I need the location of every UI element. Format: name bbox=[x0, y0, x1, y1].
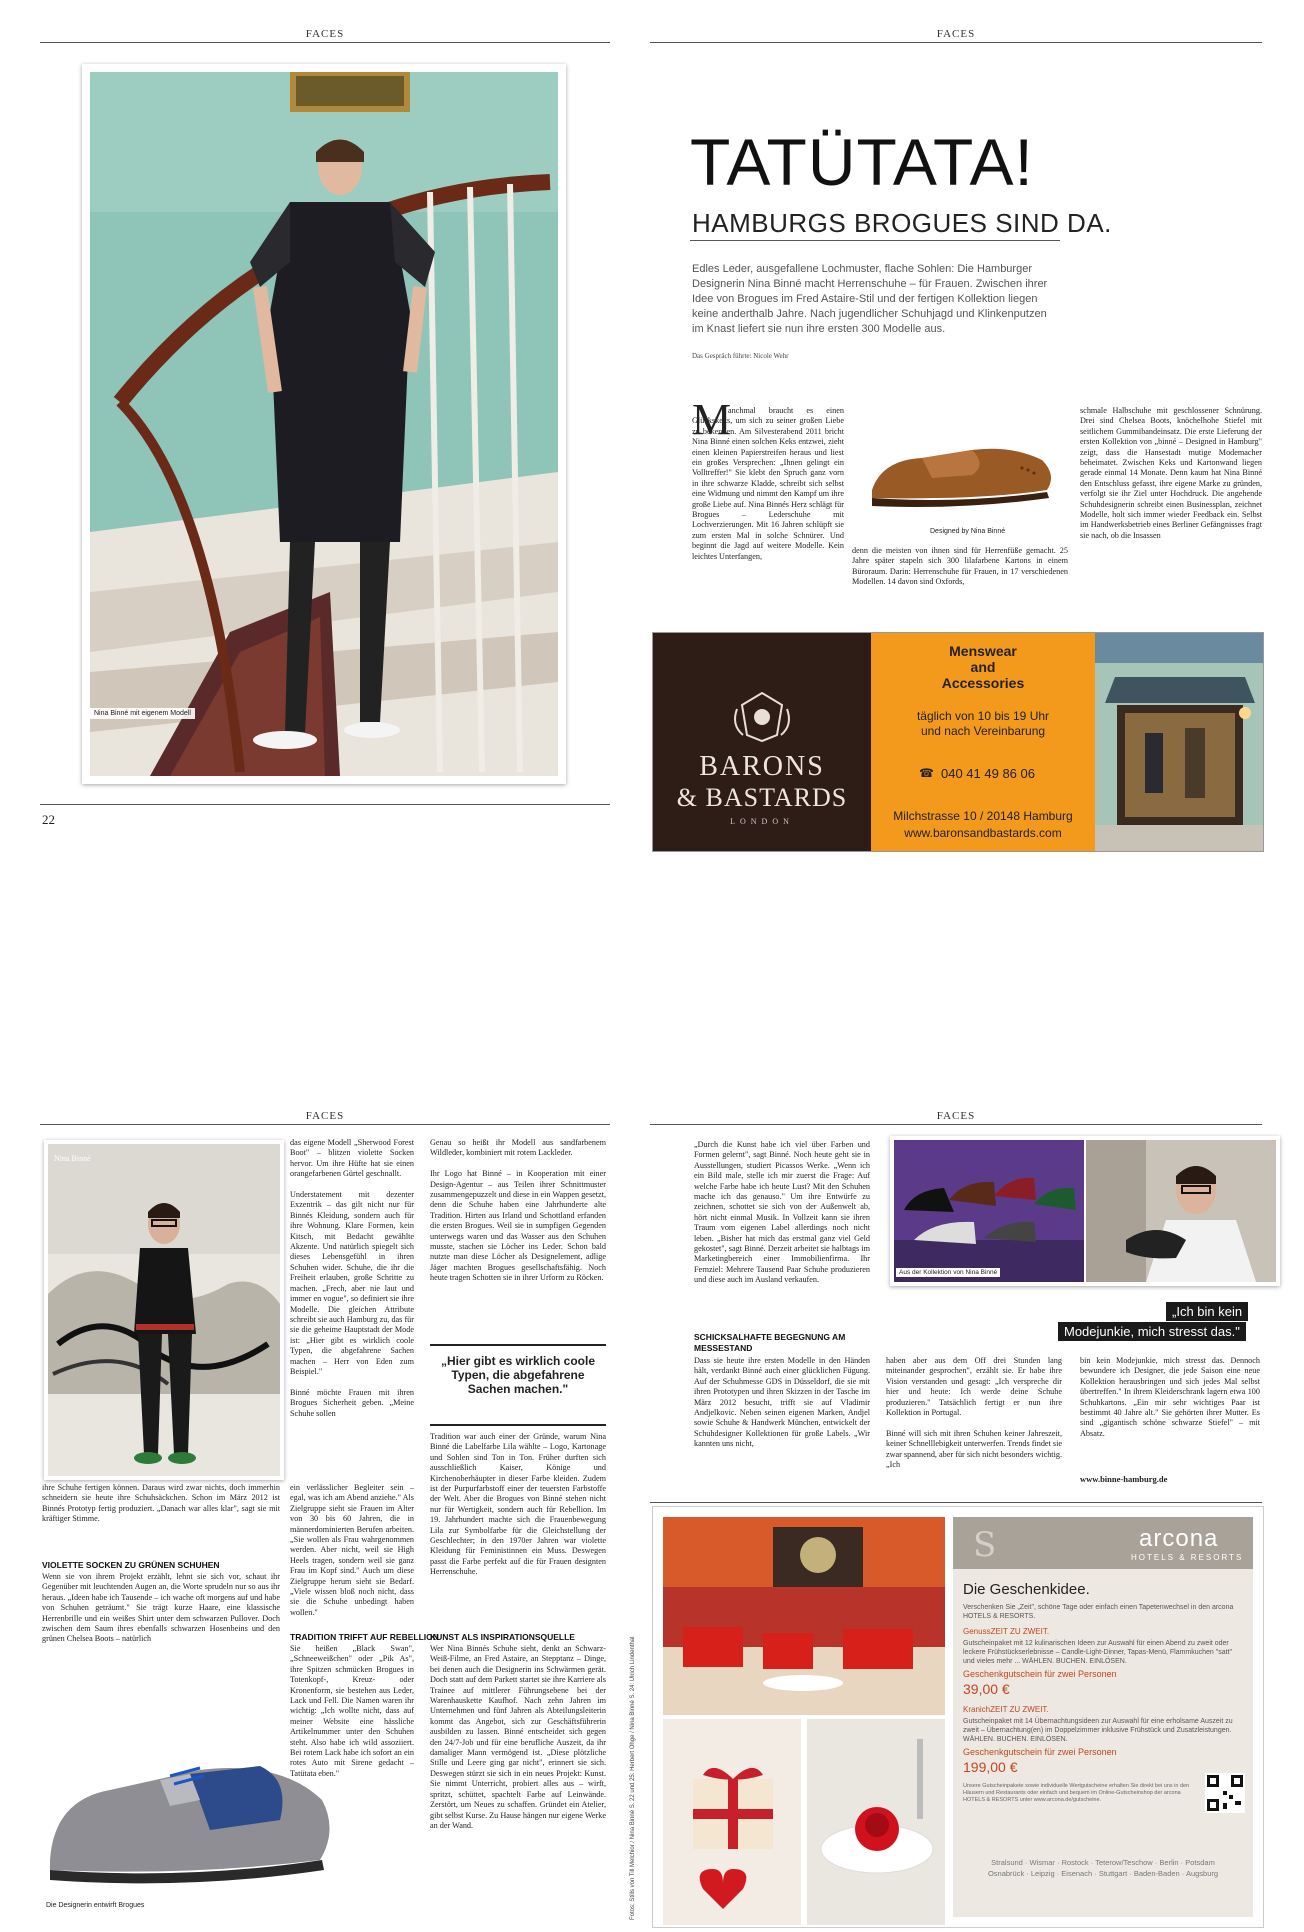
pull-quote-box bbox=[430, 1344, 606, 1426]
designer-portrait-photo-2 bbox=[1086, 1140, 1276, 1282]
arcona-brand-sub: HOTELS & RESORTS bbox=[1131, 1553, 1244, 1562]
dropcap: M bbox=[692, 395, 732, 444]
page1-photo-frame bbox=[82, 64, 566, 784]
storefront-photo bbox=[1095, 633, 1263, 851]
arcona-fine-print: Unsere Gutscheinpakete sowie individuelle Wertgutscheine erhalten Sie direkt bei uns in den Häusern und Restaurants oder einfach und bequem im Online-Gutscheinshop der arcona HOTELS & RESORTS unter www.arcona.de/gutscheine. bbox=[963, 1783, 1190, 1803]
page4-column-left: „Durch die Kunst habe ich viel über Farben und Formen gelernt", sagt Binné. Noch heute geht sie in Ausstellungen, studiert Picassos Werke. „Wenn ich ein Bild male, stelle ich mir zuerst die Frage: Auf welche Farbe habe ich heute Lust? Mit den Schuhen mache ich das genauso." Um ihre Entwürfe zu zeichnen, schottet sie sich von der Außenwelt ab, hört nicht einmal Musik. In Vollzeit kann sie ihren Traum vom eigenen Label allerdings noch nicht leben. „Bisher hat mich das erstmal ganz viel Geld gekostet", sagt Binné. Derzeit arbeitet sie halbtags im Marketingbereich einer Immobilienfirma. Ihr Fernziel: Mehrere Tausend Paar Schuhe produzieren und diese auch im Ausland verkaufen. bbox=[694, 1140, 873, 1285]
page4-quote-line1: „Ich bin kein bbox=[1166, 1302, 1248, 1321]
page3-header-rule bbox=[40, 1124, 610, 1125]
offer1-price: 39,00 € bbox=[963, 1681, 1010, 1697]
page3-column-2-mid: Tradition war auch einer der Gründe, warum Nina Binné die Labelfarbe Lila wählte – Logo, Kartonage und Sohlen sind Ton in Ton. Früher durften sich ausschließlich Kaiser, Könige und Kirchenoberhäupter in dieser Farbe kleiden. Zudem ist der Purpurfarbstoff einer der teuersten Farbstoffe der Welt. Aber die Brogues von Binné stehen nicht nur für Wertigkeit, sondern auch für Rebellion. Im 19. Jahrhundert machte sich die Frauenbewegung Lila zur Symbolfarbe für die Gleichstellung der Geschlechter; in den 1970er Jahren war violette Kleidung für Feministinnen ein Muss. Deswegen passt die Farbe perfekt auf die für Frauen designten Herrenschuhe. bbox=[430, 1432, 609, 1577]
page3-column-1-top: das eigene Modell „Sherwood Forest Boot" – blitzen violette Socken hervor. Um ihre Hüfte hat sie einen orangefarbenen Gürtel geschnallt. Understatement mit dezenter Exzentrik – das gilt nicht nur für Binnés Kleidung, sondern auch für ihre Wohnung. Klare Formen, kein Kitsch, mit Bedacht gewählte Akzente. Und natürlich spiegelt sich dieses Lebensgefühl in ihren Schuhen wider. Schuhe, die ihr die Freiheit erlauben, große Schritte zu machen. „Frech, aber nie laut und immer en vogue", so definiert sie ihre Modelle. Die gleichen Attribute schreibt sie auch Hamburg zu, das für sie die geheime Hauptstadt der Mode ist: „Hier gibt es wirklich coole Typen, die abgefahrene Sachen machen – Herr von Eden zum Beispiel." Binné möchte Frauen mit ihren Brogues Sicherheit geben. „Meine Schuhe sollen bbox=[290, 1138, 414, 1418]
brogue-shoe-image bbox=[862, 420, 1062, 520]
page2-column-3: schmale Halbschuhe mit geschlossener Schnürung. Drei sind Chelsea Boots, knöchelhohe Stiefel mit seitlichem Gummibandeinsatz. Die erste Lieferung der ersten Kollektion von „binné – Designed in Hamburg" zeigt, dass die Hansestadt mutige Modemacher beheimatet. Zwischen Keks und Kartonwand liegen gerade einmal 14 Monate. Denn kaum hat Nina Binné den Entschluss gefasst, ihre eigene Marke zu gründen, verfolgt sie ihr Ziel unter Hochdruck. Die angehende Schuhdesignerin schreibt einen Businessplan, zeichnet Modelle, holt sich immer wieder Feedback ein. Selbst im Handwerksbetrieb eines Berliner Gefängnisses fragt sie nach, ob die Insassen bbox=[1080, 406, 1265, 540]
page1-footer-rule bbox=[40, 804, 610, 805]
offer1-text: Gutscheinpaket mit 12 kulinarischen Ideen zur Auswahl für einen Abend zu zweit oder leckere Frühstückserlebnisse – Candle-Light-Dinner, Tapas-Menü, Flammkuchen "satt" und vieles mehr ... WÄHLEN. BUCHEN. EINLÖSEN. bbox=[963, 1640, 1233, 1665]
page4-photo-frame bbox=[890, 1136, 1280, 1286]
offer2-label: Geschenkgutschein für zwei Personen bbox=[963, 1747, 1117, 1757]
page2-header: FACES bbox=[936, 28, 976, 40]
arcona-brand: arcona bbox=[1139, 1525, 1219, 1552]
qr-code-icon[interactable] bbox=[1205, 1773, 1245, 1813]
ad-website[interactable]: www.baronsandbastards.com bbox=[904, 826, 1062, 840]
offer1-title: GenussZEIT ZU ZWEIT. bbox=[963, 1627, 1050, 1636]
article-title: TATÜTATA! bbox=[690, 125, 1034, 199]
subheading-messestand: SCHICKSALHAFTE BEGEGNUNG AM MESSESTAND bbox=[694, 1332, 846, 1353]
ad-brand-line2: & BASTARDS bbox=[676, 783, 848, 812]
arcona-intro: Verschenken Sie „Zeit", schöne Tage oder einfach einen Tapetenwechsel in den arcona HOTELS & RESORTS. bbox=[963, 1604, 1234, 1620]
page3-column-0: ihre Schuhe fertigen können. Daraus wird zwar nichts, doch immerhin schneidern sie heute ihre Schuhsäckchen. Schon im März 2012 ist Binnés Prototyp fertig produziert. „Danach war alles klar", sagt sie mit kräftiger Stimme. bbox=[42, 1483, 283, 1524]
page4-photo1-caption: Aus der Kollektion von Nina Binné bbox=[896, 1268, 1000, 1277]
arcona-cities: Stralsund · Wismar · Rostock · Teterow/Teschow · Berlin · Potsdam Osnabrück · Leipzig · Eisenach · Stuttgart · Baden-Baden · Augsburg bbox=[987, 1858, 1219, 1878]
subheading-kunst: KUNST ALS INSPIRATIONSQUELLE bbox=[430, 1632, 575, 1642]
page3-column-1c: Sie heißen „Black Swan", „Schneeweißchen" oder „Pik As", ihre Spitzen schmücken Brogues in Totenkopf-, Kreuz- oder Kronenform, sie bestehen aus Leder, Lack und Fell. Die Namen waren ihr wichtig: „Ich wollte nicht, dass auf meiner Website eine hässliche Artikelnummer unter den Schuhen steht. Also habe ich wild assoziiert. Bei rotem Lack habe ich sofort an ein rotes Auto mit Sirene gedacht – Tatütata eben." bbox=[290, 1644, 417, 1778]
page3-column-1-bottom: ein verlässlicher Begleiter sein – egal, was ich am Abend anziehe." Als Zielgruppe sieht sie Frauen im Alter von 30 bis 60 Jahren, die in männerdominierten Berufen arbeiten. „Sie wollen als Frau wahrgenommen werden. Aber nicht, weil sie High Heels tragen, sondern weil sie ganz Frau im Kopf sind." Auch um diese Zielgruppe herum sieht sie Bedarf. „Viele wissen bloß noch nicht, dass sie die Schuhe unbedingt haben wollen." bbox=[290, 1483, 417, 1617]
page4-header-rule bbox=[650, 1124, 1262, 1125]
page4-column-left2: Dass sie heute ihre ersten Modelle in den Händen hält, verdankt Binné auch einer glücklichen Fügung. Auf der Schuhmesse GDS in Düsseldorf, die sie mit ihren Prototypen und ihren Skizzen in der Tasche im März 2012 besucht, trifft sie auf Vladimir Andjelkovic. Neben seinen eigenen Marken, Andjel sowie Schuhe & Handwerk München, entwickelt der Schuhdesigner Kollektionen für große Labels. „Wir kannten uns nicht, bbox=[694, 1356, 873, 1449]
pull-quote: „Hier gibt es wirklich coole Typen, die abgefahrene Sachen machen." bbox=[440, 1354, 596, 1396]
shoe-caption: Designed by Nina Binné bbox=[930, 528, 1006, 535]
page3-photo-frame bbox=[44, 1140, 284, 1480]
page-number: 22 bbox=[42, 812, 55, 827]
ad-address: Milchstrasse 10 / 20148 Hamburg bbox=[893, 809, 1073, 823]
arcona-panel bbox=[953, 1517, 1253, 1917]
designer-portrait-photo bbox=[90, 72, 558, 776]
arcona-title: Die Geschenkidee. bbox=[963, 1581, 1090, 1598]
page4-column-mid: haben aber aus dem Off drei Stunden lang miteinander gesprochen", erzählt sie. Er habe ihre Vision verstanden und gesagt: „Ich verspreche dir hier und heute: Ich werde deine Schuhe produzieren." Tatsächlich fertigt er nun ihre Kollektion in Portugal. Binné will sich mit ihren Schuhen keiner Jahreszeit, keiner Schnelllebigkeit unterwerfen. Trends findet sie zwar spannend, aber für sich nicht besonders wichtig. „Ich bbox=[886, 1356, 1062, 1470]
barons-bastards-ad[interactable] bbox=[652, 632, 1264, 852]
ad-phone[interactable]: 040 41 49 86 06 bbox=[941, 766, 1035, 781]
rose-dinner-photo bbox=[807, 1719, 945, 1925]
page2-header-rule bbox=[650, 42, 1262, 43]
page3-column-2-bottom: Wer Nina Binnés Schuhe sieht, denkt an Schwarz-Weiß-Filme, an Fred Astaire, an Stepptanz – Dinge, bei denen auch die Designerin ins Schwärmen gerät. Doch statt auf dem Parkett startet sie ihre Karriere als Trainee auf mittlerer Führungsebene bei der Warenhauskette Kaufhof. Nach zehn Jahren im Unternehmen und fünf Jahren als Abteilungsleiterin kommt das Angebot, sich zur Geschäftsführerin ausbilden zu lassen. Binné entscheidet sich gegen den 24/7-Job und für eine berufliche Auszeit, da ihr damaliger Mann vermögend ist. „Diese plötzliche Stille und Leere ging gar nicht", erinnert sie sich. Deswegen stürzt sie sich in ein neues Projekt: Kunst. Sie nimmt Unterricht, probiert alles aus – wirft, spritzt, schüttet, spachtelt Farbe auf Leinwände. Zerstört, um Neues zu schaffen. Gründet ein Atelier, gibt selbst Kurse. Zu Hause hängen nur eigene Werke an der Wand. bbox=[430, 1644, 609, 1830]
page3-column-0b: Wenn sie von ihrem Projekt erzählt, lehnt sie sich vor, schaut ihr Gegenüber mit leuchtenden Augen an, die Worte sprudeln nur so aus ihr heraus. „Ideen habe ich Tausende – ich wache oft morgens auf und habe von Schuhen geträumt." Sie trägt kurze Haare, eine klassische Herrenbrille und ein weißes Shirt unter dem schwarzen Pullover. Doch zwischen dem Saum ihres ebenfalls schwarzen Hosenbeins und den grünen Chelsea Boots – natürlich bbox=[42, 1572, 283, 1644]
offer2-text: Gutscheinpaket mit 14 Übernachtungsideen zur Auswahl für eine erholsame Auszeit zu zweit – Übernachtung(en) im Doppelzimmer inklusive Frühstück und Zusatzleistungen. WÄHLEN. BUCHEN. EINLÖSEN. bbox=[963, 1718, 1233, 1743]
page3-shoe-caption: Die Designerin entwirft Brogues bbox=[46, 1902, 145, 1909]
page2-column-2: denn die meisten von ihnen sind für Herrenfüße gemacht. 25 Jahre später stapeln sich 300 lilafarbene Kartons in einem Büroraum. Darin: Herrenschuhe für Frauen, in 17 verschiedenen Modellen. 14 davon sind Oxfords, bbox=[852, 546, 1071, 587]
page3-photo-caption: Nina Binné bbox=[54, 1154, 91, 1163]
offer1-label: Geschenkgutschein für zwei Personen bbox=[963, 1669, 1117, 1679]
article-subtitle: HAMBURGS BROGUES SIND DA. bbox=[692, 208, 1112, 238]
ad-orange-panel bbox=[871, 633, 1095, 851]
page4-quote-line2: Modejunkie, mich stresst das." bbox=[1058, 1322, 1246, 1341]
page1-header-rule bbox=[40, 42, 610, 43]
page4-ad-rule bbox=[650, 1502, 1262, 1503]
subtitle-rule bbox=[690, 240, 1060, 241]
page2-credit bbox=[636, 632, 642, 850]
photo-credits: Fotos: Stills von Till Melchior / Nina Binné S. 22 und 25: Herbert Ohge / Nina Binné S. 24: Ulrich Lindenthal bbox=[630, 1636, 636, 1920]
subheading-violette-socken: VIOLETTE SOCKEN ZU GRÜNEN SCHUHEN bbox=[42, 1560, 220, 1570]
ad-brand-city: LONDON bbox=[730, 817, 794, 826]
crest-logo-icon bbox=[727, 689, 797, 743]
page2-column-1: anchmal braucht es einen Glückskeks, um sich zu seiner großen Liebe zu bekennen. Am Silvesterabend 2011 bricht Nina Binné einen solchen Keks entzwei, zieht einen kleinen Papierstreifen heraus und liest ein großes Versprechen: „Ihnen gelingt ein Volltreffer!" Sie klebt den Spruch ganz vorn in ihre schwarze Kladde, schreibt sich selbst eine Widmung und nimmt den Kampf um ihre große Liebe auf. Nina Binnés Herz schlägt für Brogues – Lederschuhe mit Lochverzierungen. Mit 16 Jahren schlüpft sie zum ersten Mal in solche Schnürer. Und beginnt die Jagd auf weitere Modelle. Kein leichtes Unterfangen, bbox=[692, 406, 847, 561]
offer2-price: 199,00 € bbox=[963, 1759, 1018, 1775]
ad-hours: täglich von 10 bis 19 Uhr und nach Vereinbarung bbox=[916, 709, 1050, 738]
ad-brand-line1: BARONS bbox=[699, 751, 825, 782]
grey-blue-brogue-image bbox=[40, 1740, 340, 1900]
ad-dark-panel bbox=[653, 633, 871, 851]
page3-column-2-top: Genau so heißt ihr Modell aus sandfarbenem Wildleder, kombiniert mit rotem Lackleder. Ihr Logo hat Binné – in Kooperation mit einer Design-Agentur – aus Teilen ihrer Schnittmuster zusammengepuzzelt und diese in ein Wappen gesetzt, denn die Schuhe haben eine Jahrhunderte alte Tradition. Hirten aus Irland und Schottland erfanden die ersten Brogues. Weil sie in sumpfigen Gegenden unterwegs waren und das Wasser aus den Schuhen musste, stachen sie Löcher ins Leder. Schon bald nutzte man diese Löcher als Designelement, adlige Jäger machten Brogues gesellschaftsfähig. Noch heute tragen Schotten sie in ihrer Urform zu Röcken. bbox=[430, 1138, 606, 1283]
offer2-title: KranichZEIT ZU ZWEIT. bbox=[963, 1705, 1049, 1714]
hotel-lobby-photo bbox=[663, 1517, 945, 1715]
page4-column-right: bin kein Modejunkie, mich stresst das. Dennoch bewundere ich Designer, die jede Saison eine neue Kollektion herausbringen und sich jedes Mal selbst übertreffen." In ihrem Kleiderschrank lagern etwa 100 Schuhkartons. „Ein mir sehr wichtiges Paar ist bestimmt 40 Jahre alt." Sie gehörten ihrer Mutter. Es sind „gigantisch schöne schwarze Stiefel" – mit Absatz. bbox=[1080, 1356, 1263, 1438]
arcona-logo-mark-icon: Ѕ bbox=[973, 1525, 997, 1565]
arcona-ad[interactable] bbox=[652, 1506, 1264, 1928]
arcona-brand-bar bbox=[953, 1517, 1253, 1569]
page4-header: FACES bbox=[936, 1110, 976, 1122]
gift-box-photo bbox=[663, 1719, 801, 1925]
page1-header: FACES bbox=[305, 28, 345, 40]
phone-icon: ☎ bbox=[919, 766, 934, 780]
article-lead: Edles Leder, ausgefallene Lochmuster, flache Sohlen: Die Hamburger Designerin Nina Binné macht Herrenschuhe – für Frauen. Zwischen ihrer Idee von Brogues im Fred Astaire-Stil und der fertigen Kollektion liegen keine anderthalb Jahre. Nach jugendlicher Schuhjagd und Klinkenputzen im Knast liefert sie nun ihre ersten 300 Modelle aus. bbox=[692, 263, 1048, 335]
collection-photo bbox=[894, 1140, 1084, 1282]
article-byline: Das Gespräch führte: Nicole Wehr bbox=[692, 352, 789, 360]
page3-header: FACES bbox=[305, 1110, 345, 1122]
designer-studio-photo bbox=[48, 1144, 280, 1476]
page1-photo-caption: Nina Binné mit eigenem Modell bbox=[90, 708, 195, 719]
ad-heading: Menswear and Accessories bbox=[941, 643, 1025, 691]
designer-website-link[interactable]: www.binne-hamburg.de bbox=[1080, 1474, 1168, 1484]
subheading-tradition: TRADITION TRIFFT AUF REBELLION bbox=[290, 1632, 439, 1642]
